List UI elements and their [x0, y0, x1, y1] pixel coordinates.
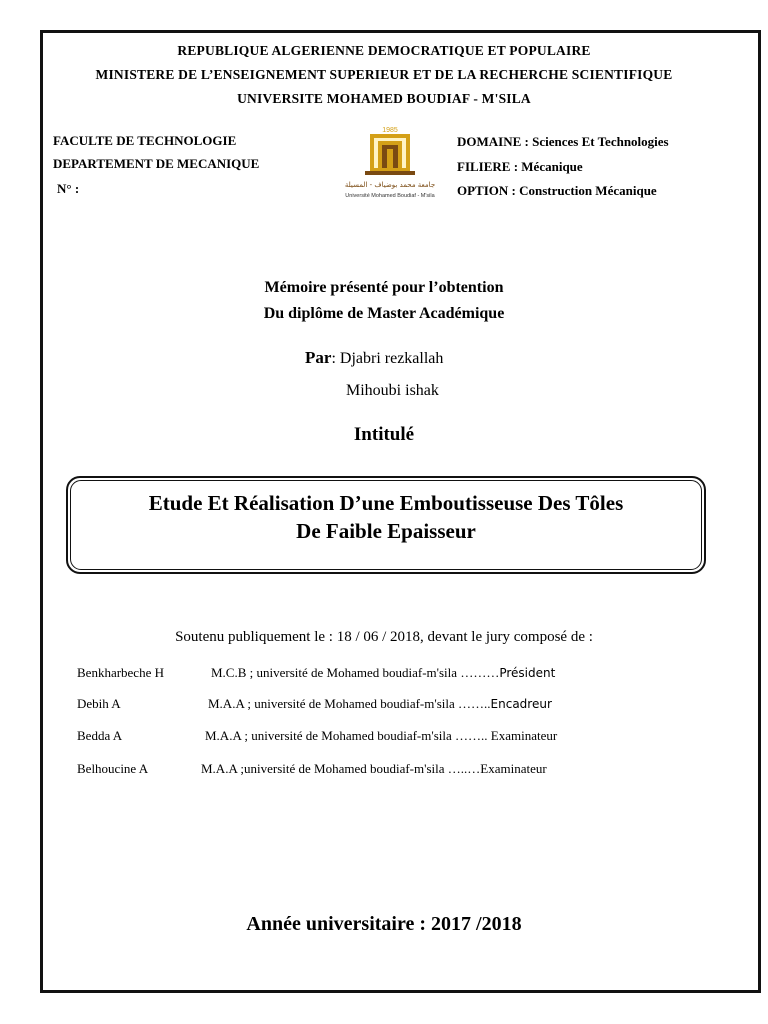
- department-label: DEPARTEMENT DE MECANIQUE: [53, 156, 260, 171]
- thesis-title-line1: Etude Et Réalisation D’une Emboutisseuse Des Tôles: [148, 491, 624, 515]
- author-1: : Djabri rezkallah: [331, 350, 444, 367]
- university-logo: [335, 123, 445, 203]
- jury-role: Président: [499, 666, 556, 680]
- jury-name: Bedda A: [77, 728, 123, 743]
- jury-role: Examinateur: [480, 761, 547, 776]
- author-2: Mihoubi ishak: [346, 382, 439, 399]
- jury-grade-text: M.C.B ; université de Mohamed boudiaf-m'sila: [211, 665, 458, 680]
- header-republique: REPUBLIQUE ALGERIENNE DEMOCRATIQUE ET POPULAIRE: [177, 43, 591, 58]
- par-label: Par: [305, 348, 332, 367]
- jury-role: Examinateur: [490, 728, 558, 743]
- jury-dots: ………: [460, 665, 500, 680]
- filiere-label: FILIERE : Mécanique: [457, 159, 583, 174]
- logo-arabic: جامعة محمد بوضياف - المسيلة: [344, 181, 436, 189]
- soutenance-text: Soutenu publiquement le : 18 / 06 / 2018, devant le jury composé de :: [175, 629, 593, 645]
- jury-grade: [201, 761, 547, 777]
- jury-name: Debih A: [77, 696, 121, 711]
- jury-grade-text: M.A.A ; université de Mohamed boudiaf-m'sila: [205, 728, 452, 743]
- header-universite: UNIVERSITE MOHAMED BOUDIAF - M'SILA: [237, 91, 531, 106]
- memoire-line2: Du diplôme de Master Académique: [263, 305, 505, 322]
- faculty-label: FACULTE DE TECHNOLOGIE: [53, 133, 237, 148]
- jury-grade: [211, 665, 555, 681]
- header-ministere: MINISTERE DE L’ENSEIGNEMENT SUPERIEUR ET DE LA RECHERCHE SCIENTIFIQUE: [95, 67, 673, 82]
- jury-dots: ……..: [455, 728, 488, 743]
- annee-universitaire: Année universitaire : 2017 /2018: [246, 913, 522, 935]
- jury-grade: [208, 696, 552, 712]
- number-label: N° :: [57, 181, 80, 196]
- option-label: OPTION : Construction Mécanique: [457, 183, 657, 198]
- domaine-label: DOMAINE : Sciences Et Technologies: [457, 134, 669, 149]
- memoire-line1: Mémoire présenté pour l’obtention: [264, 279, 504, 296]
- intitule-heading: Intitulé: [353, 424, 415, 445]
- logo-year: 1985: [382, 127, 398, 134]
- jury-role: Encadreur: [490, 697, 552, 711]
- jury-name: Benkharbeche H: [77, 665, 164, 680]
- jury-grade-text: M.A.A ; université de Mohamed boudiaf-m'sila: [208, 696, 455, 711]
- jury-grade-text: M.A.A ;université de Mohamed boudiaf-m'sila: [201, 761, 445, 776]
- jury-dots: ……..: [458, 696, 491, 711]
- thesis-title-box: [66, 476, 706, 574]
- author-line1: [305, 348, 443, 368]
- thesis-title-line2: De Faible Epaisseur: [296, 519, 476, 543]
- jury-dots: …..…: [447, 761, 481, 776]
- logo-latin: Université Mohamed Boudiaf - M'sila: [345, 193, 435, 199]
- jury-grade: [205, 728, 557, 744]
- jury-name: Belhoucine A: [77, 761, 149, 776]
